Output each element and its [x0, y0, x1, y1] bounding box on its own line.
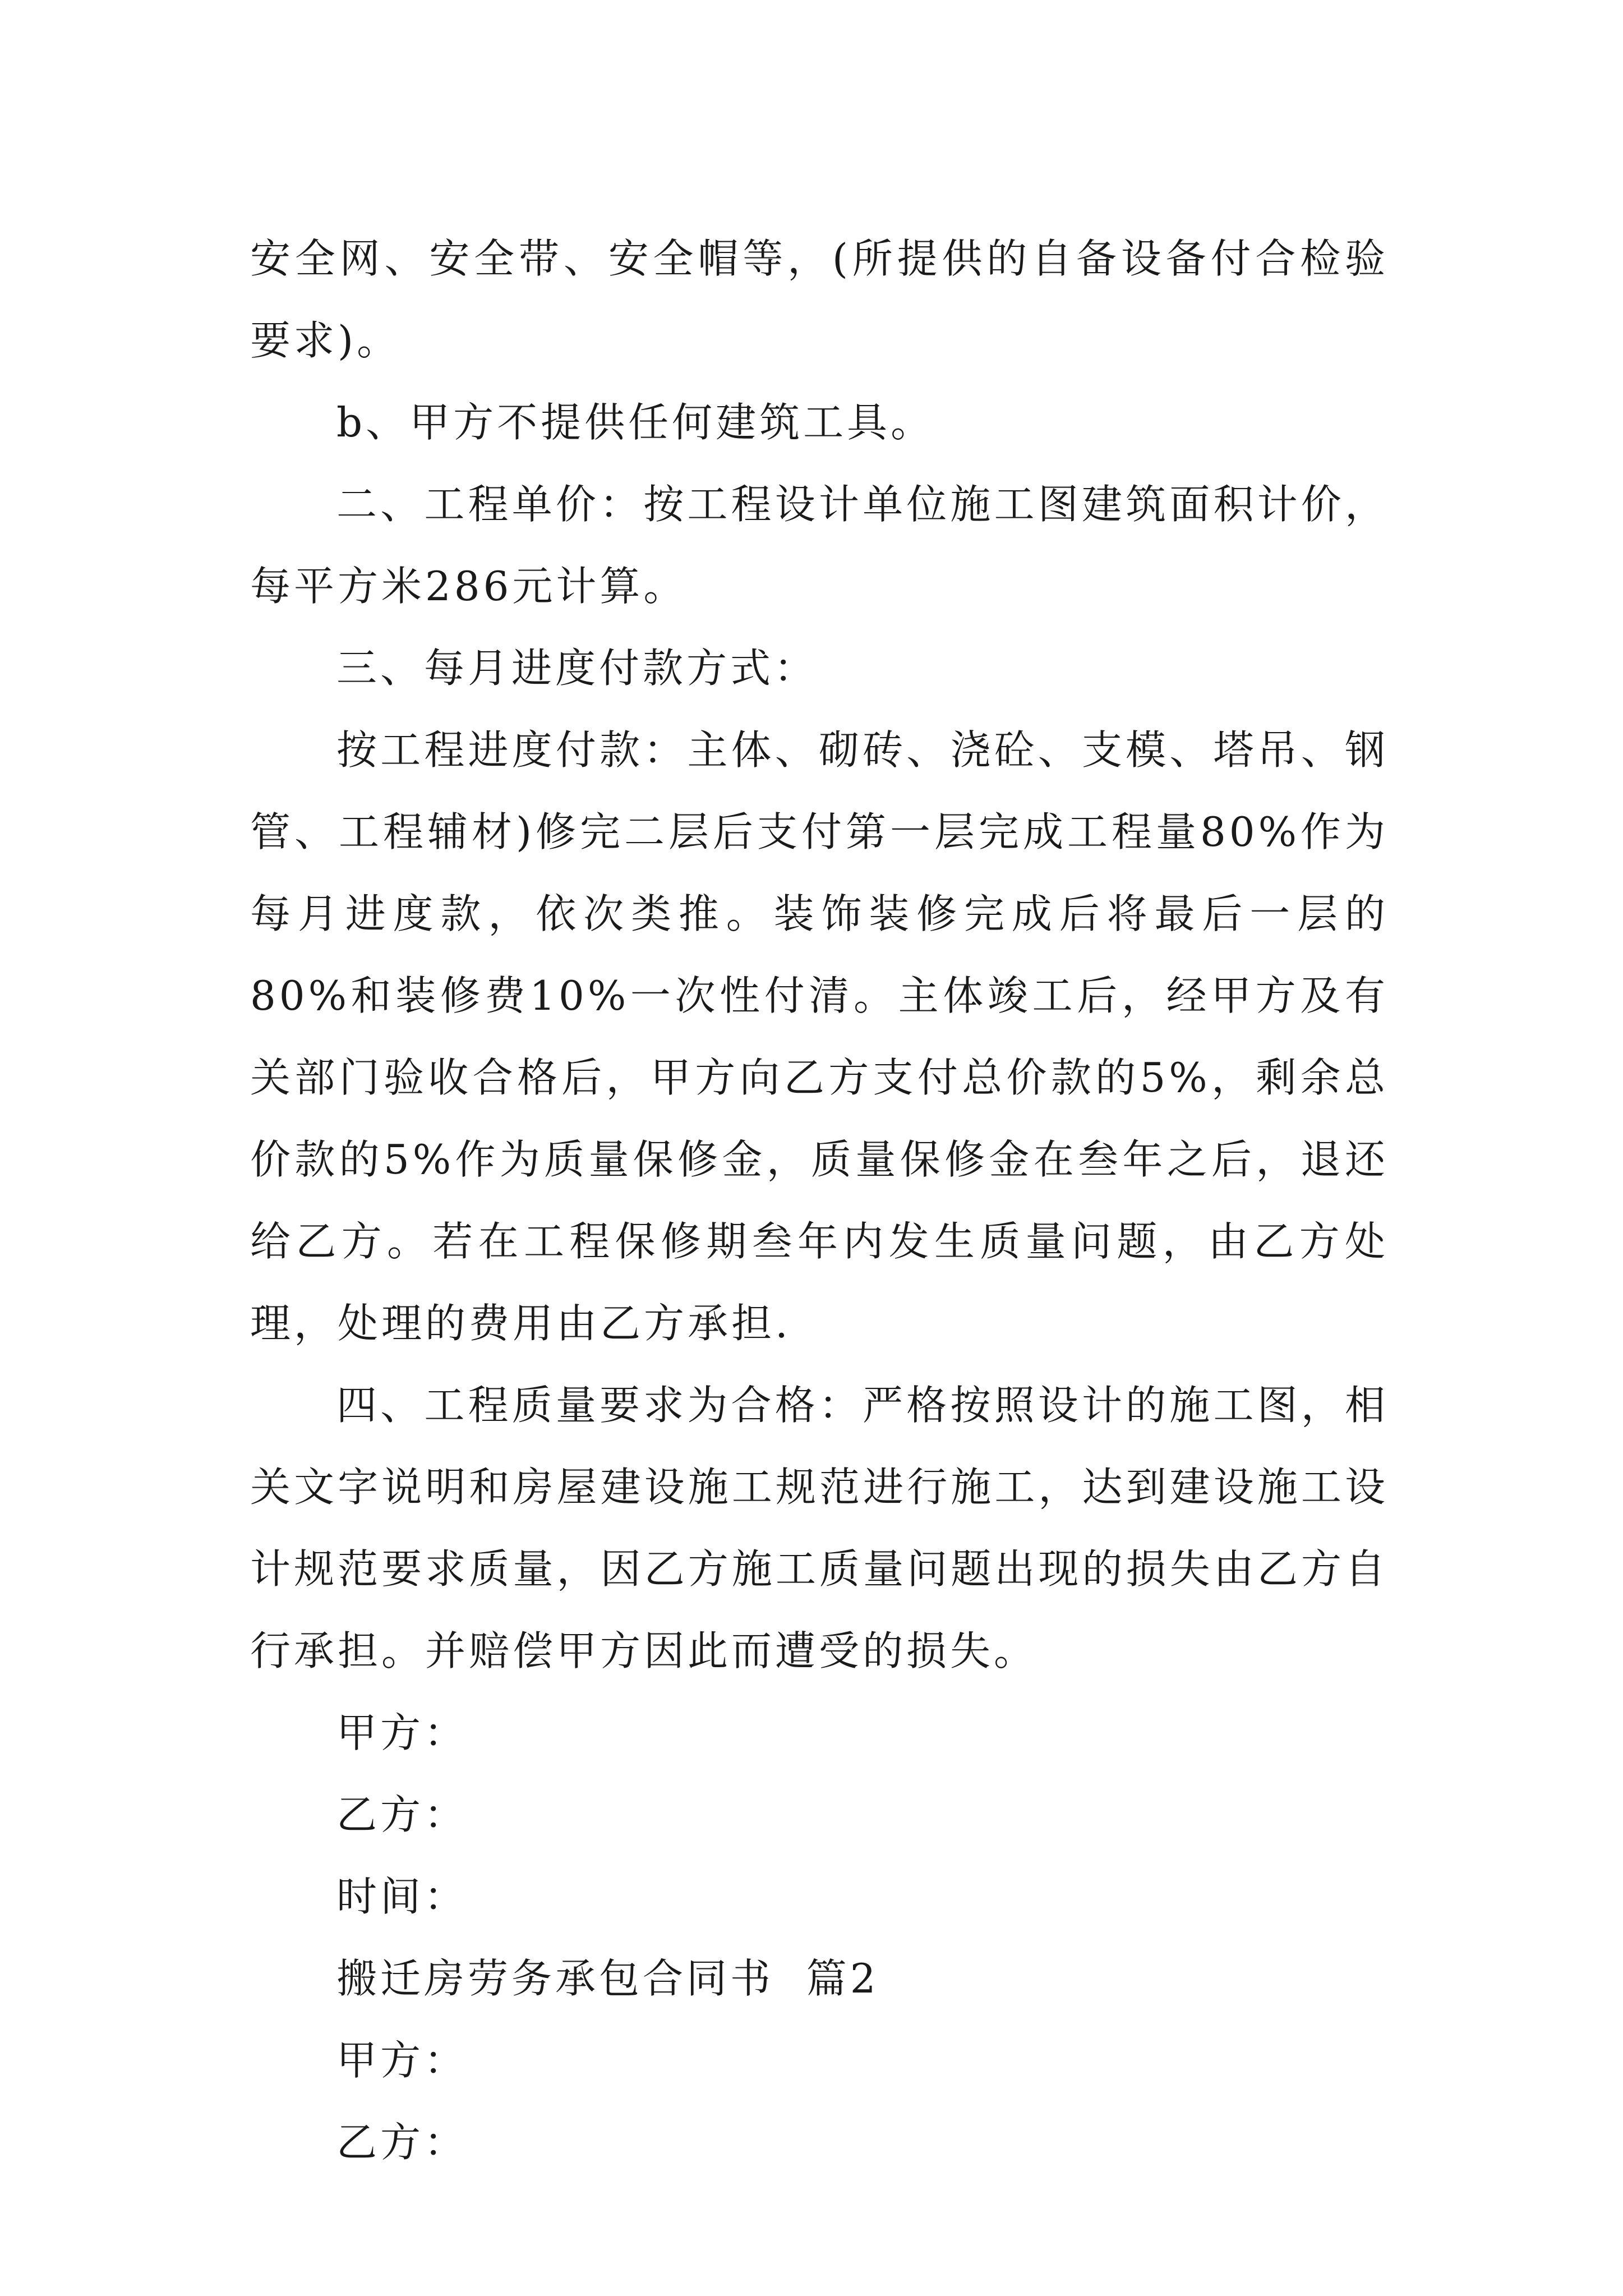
signature-time: 时间： — [336, 1873, 468, 1920]
paragraph-payment-heading: 三、每月进度付款方式： — [336, 645, 818, 692]
paragraph-unit-price: 二、工程单价：按工程设计单位施工图建筑面积计价，每平方米286元计算。 — [250, 481, 1389, 610]
paragraph-payment-terms: 按工程进度付款：主体、砌砖、浇砼、支模、塔吊、钢管、工程辅材)修完二层后支付第一层完成工程量80%作为每月进度款，依次类推。装饰装修完成后将最后一层的80%和装修费10%一次性付清。主体竣工后，经甲方及有关部门验收合格后，甲方向乙方支付总价款的5%，剩余总价款的5%作为质量保修金，质量保修金在叁年之后，退还给乙方。若在工程保修期叁年内发生质量问题，由乙方处理，处理的费用由乙方承担. — [250, 726, 1389, 1347]
section-party-a: 甲方： — [336, 2037, 468, 2084]
paragraph-tools: b、甲方不提供任何建筑工具。 — [336, 399, 935, 446]
document-body — [250, 218, 1389, 2183]
section-title: 搬迁房劳务承包合同书 篇2 — [336, 1955, 879, 2002]
signature-party-b: 乙方： — [336, 1791, 468, 1838]
paragraph-safety-equipment: 安全网、安全带、安全帽等，(所提供的自备设备付合检验要求)。 — [250, 235, 1389, 364]
section-party-b: 乙方： — [336, 2119, 468, 2166]
signature-party-a: 甲方： — [336, 1709, 468, 1756]
paragraph-quality-requirements: 四、工程质量要求为合格：严格按照设计的施工图，相关文字说明和房屋建设施工规范进行施工，达到建设施工设计规范要求质量，因乙方施工质量问题出现的损失由乙方自行承担。并赔偿甲方因此而遭受的损失。 — [250, 1382, 1389, 1674]
